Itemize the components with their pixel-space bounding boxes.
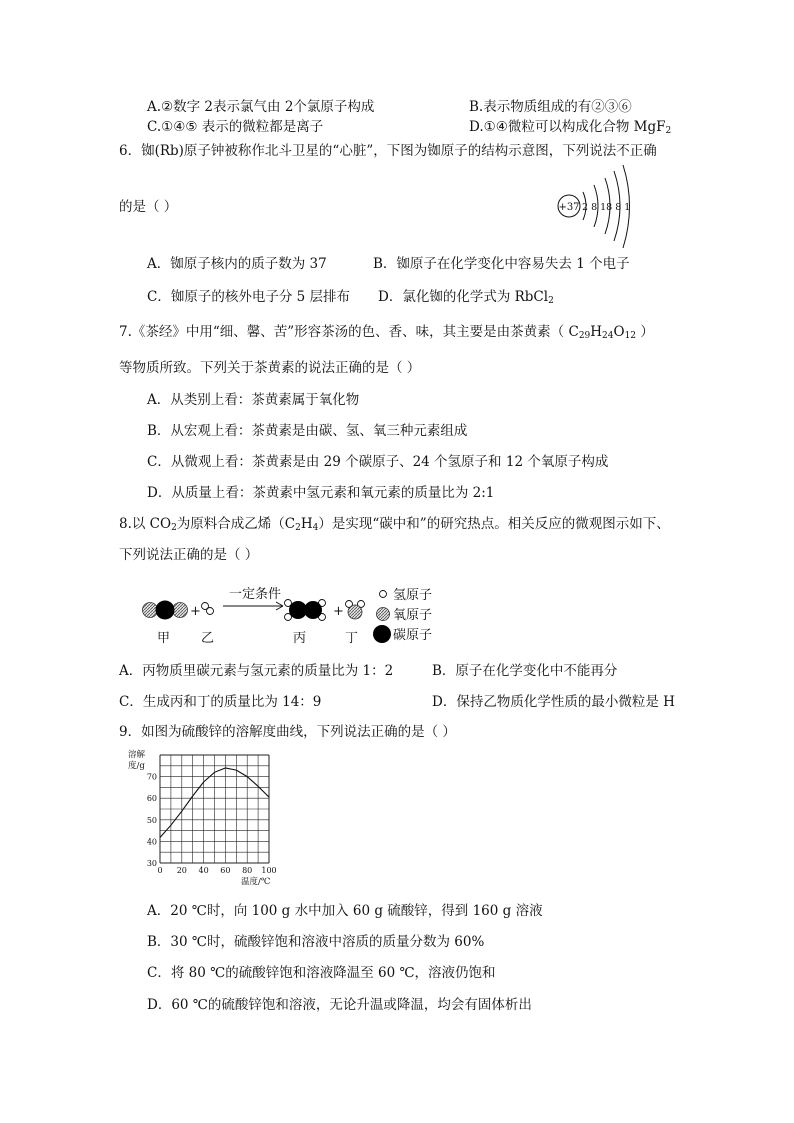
- q7-stem: 7.《茶经》中用“细、馨、苦”形容茶汤的色、香、味，其主要是由茶黄素（ $C_{29}H_{24}O_{12}$ ）: [119, 324, 654, 341]
- x-tick-label: 60: [220, 866, 231, 875]
- q7-stem-cont: 等物质所致。下列关于茶黄素的说法正确的是（ ）: [119, 360, 421, 376]
- chart-y-label-line1: 溶解: [128, 750, 146, 760]
- molecule-h2o: [346, 601, 365, 620]
- q8-stem-cont: 下列说法正确的是（ ）: [119, 547, 259, 563]
- q6-option-c: C．铷原子的核外电子分 5 层排布: [147, 289, 351, 305]
- x-tick-label: 40: [198, 866, 209, 875]
- atom-shell-electrons: 2 8 18 8 1: [582, 202, 631, 213]
- q5-option-c: C.①④⑤ 表示的微粒都是离子: [147, 119, 324, 135]
- molecule-co2: [143, 601, 188, 620]
- q5-option-d: D.①④微粒可以构成化合物 MgF$_2$: [469, 119, 672, 136]
- label-bing: 丙: [293, 631, 307, 646]
- chart-grid: [160, 755, 269, 863]
- q7-option-c: C．从微观上看：茶黄素是由 29 个碳原子、24 个氢原子和 12 个氧原子构成: [147, 454, 609, 470]
- q8-option-a: A．丙物质里碳元素与氢元素的质量比为 1：2: [119, 663, 394, 679]
- x-tick-label: 100: [261, 866, 277, 875]
- q8-stem: 8.以 $CO_2$为原料合成乙烯$(C_2H_4)$是实现“碳中和”的研究热点。相关反应的微观图示如下、: [119, 516, 670, 533]
- q6-option-b: B．铷原子在化学变化中容易失去 1 个电子: [373, 256, 630, 272]
- rubidium-atom-diagram: [550, 162, 640, 252]
- q7-option-b: B．从宏观上看：茶黄素是由碳、氢、氧三种元素组成: [147, 423, 468, 439]
- q8-option-d: D．保持乙物质化学性质的最小微粒是 H: [432, 694, 675, 710]
- label-yi: 乙: [201, 631, 215, 646]
- q6-stem-cont: 的是（ ）: [119, 199, 178, 215]
- q9-option-c: C．将 80 ℃的硫酸锌饱和溶液降温至 60 ℃，溶液仍饱和: [147, 965, 496, 981]
- legend-hydrogen: 氢原子: [393, 588, 433, 603]
- chart-x-ticks: [157, 866, 276, 875]
- q7-option-d: D．从质量上看：茶黄素中氢元素和氧元素的质量比为 2:1: [147, 485, 495, 501]
- legend-oxygen: 氧原子: [393, 608, 433, 623]
- q6-option-d: D．氯化铷的化学式为 RbCl$_2$: [378, 289, 554, 306]
- label-ding: 丁: [345, 631, 359, 646]
- molecule-c2h4: [285, 600, 326, 621]
- q5-option-b: B.表示物质组成的有②③⑥: [469, 99, 632, 115]
- y-tick-label: 60: [146, 794, 157, 804]
- q7-option-a: A．从类别上看：茶黄素属于氧化物: [147, 392, 360, 408]
- y-tick-label: 70: [146, 772, 157, 782]
- q9-option-b: B．30 ℃时，硫酸锌饱和溶液中溶质的质量分数为 60%: [147, 934, 485, 950]
- reaction-legend: [373, 588, 432, 643]
- atom-nucleus-charge: +37: [558, 202, 580, 213]
- plus-sign: +: [190, 604, 201, 619]
- q9-stem: 9．如图为硫酸锌的溶解度曲线，下列说法正确的是（ ）: [119, 724, 456, 740]
- chart-y-label-line2: 度/g: [128, 761, 145, 771]
- molecule-h2: [202, 603, 214, 615]
- q5-option-a: A.②数字 2表示氯气由 2个氯原子构成: [147, 99, 375, 115]
- legend-carbon: 碳原子: [393, 628, 433, 643]
- x-tick-label: 20: [176, 866, 187, 875]
- q6-stem: 6．铷(Rb)原子钟被称作北斗卫星的“心脏”，下图为铷原子的结构示意图，下列说法不正确: [119, 143, 657, 159]
- y-tick-label: 50: [146, 815, 157, 825]
- reaction-condition: 一定条件: [228, 587, 282, 602]
- x-tick-label: 80: [242, 866, 253, 875]
- y-tick-label: 40: [146, 837, 157, 847]
- q6-option-a: A．铷原子核内的质子数为 37: [147, 256, 327, 272]
- plus-sign-2: +: [333, 604, 344, 619]
- q9-option-d: D．60 ℃的硫酸锌饱和溶液，无论升温或降温，均会有固体析出: [147, 997, 532, 1013]
- chart-y-ticks: [147, 773, 157, 868]
- q8-option-b: B．原子在化学变化中不能再分: [432, 663, 618, 679]
- x-tick-label: 0: [157, 866, 163, 875]
- chart-x-label: 温度/℃: [241, 877, 271, 887]
- label-jia: 甲: [157, 631, 171, 646]
- solubility-chart: [127, 747, 277, 887]
- reaction-diagram: [135, 580, 465, 650]
- q8-option-c: C．生成丙和丁的质量比为 14：9: [119, 694, 322, 710]
- y-tick-label: 30: [146, 859, 157, 868]
- q9-option-a: A．20 ℃时，向 100 g 水中加入 60 g 硫酸锌，得到 160 g 溶液: [147, 903, 543, 919]
